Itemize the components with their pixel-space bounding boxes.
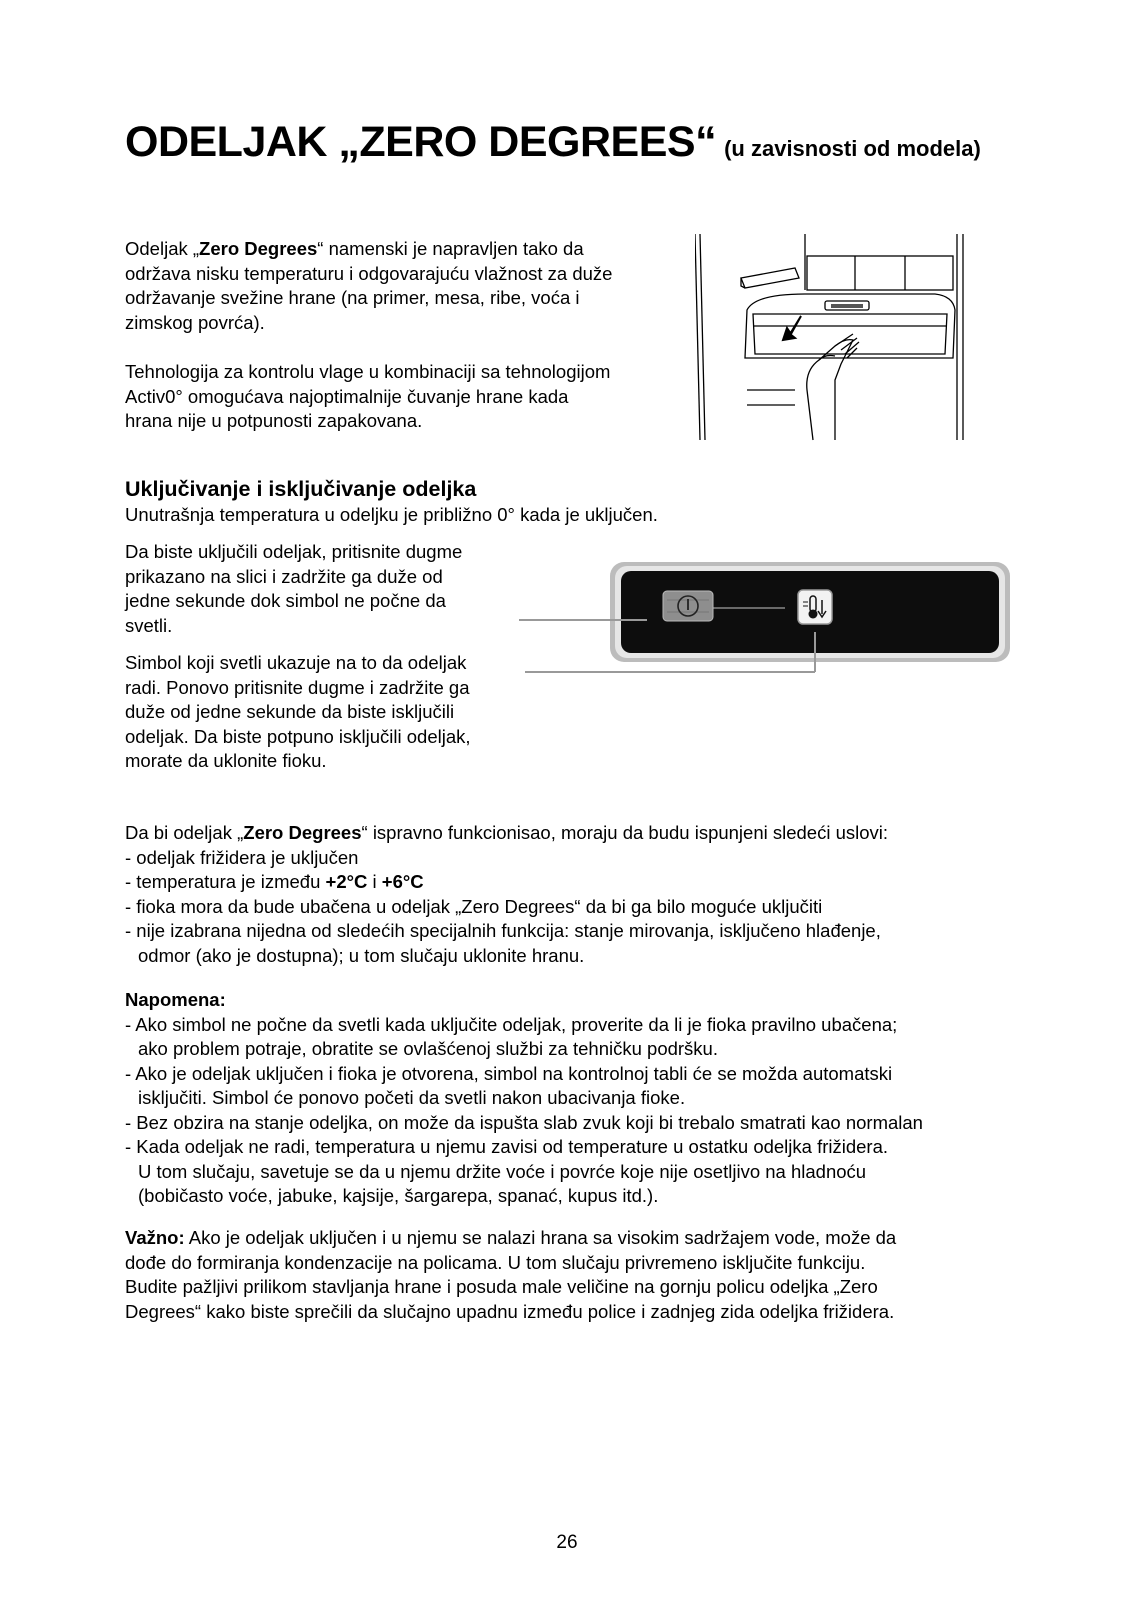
thermometer-symbol-icon <box>798 590 832 624</box>
section-subtext: Unutrašnja temperatura u odeljku je približno 0° kada je uključen. <box>125 504 658 525</box>
list-item: - nije izabrana nijedna od sledećih specijalnih funkcija: stanje mirovanja, isključeno hlađenje, <box>125 920 881 941</box>
section-heading: Uključivanje i isključivanje odeljka <box>125 477 477 501</box>
zero-degrees-bold: Zero Degrees <box>199 238 318 259</box>
control-panel-illustration <box>515 560 1015 690</box>
power-button-icon <box>663 591 713 621</box>
switch-on-paragraph: Da biste uključili odeljak, pritisnite dugme prikazano na slici i zadržite ga duže od jedne sekunde dok simbol ne počne da svetli. <box>125 541 463 636</box>
list-item: - Ako je odeljak uključen i fioka je otvorena, simbol na kontrolnoj tabli će se možda automatski <box>125 1062 893 1084</box>
page-title <box>125 118 981 167</box>
intro-paragraph-2: Tehnologija za kontrolu vlage u kombinaciji sa tehnologijom Activ0° omogućava najoptimalnije čuvanje hrane kada hrana nije u potpunosti zapakovana. <box>125 361 611 431</box>
intro-paragraph-1: Odeljak „Zero Degrees“ namenski je napravljen tako da održava nisku temperaturu i odgovarajuću vlažnost za duže održavanje svežine hrane (na primer, mesa, ribe, voća i zimskog povrća). <box>125 238 613 333</box>
page-number: 26 <box>556 1532 578 1553</box>
important-label: Važno: <box>125 1227 185 1248</box>
list-item: - odeljak frižidera je uključen <box>125 846 359 868</box>
list-item: - Ako simbol ne počne da svetli kada uključite odeljak, proverite da li je fioka pravilno ubačena; <box>125 1013 898 1035</box>
list-item: - temperatura je između +2°C i +6°C <box>125 871 424 892</box>
drawer-illustration <box>695 230 995 450</box>
title-sub: (u zavisnosti od modela) <box>724 136 981 161</box>
note-section: Napomena: - Ako simbol ne počne da svetli kada uključite odeljak, proverite da li je fioka pravilno ubačena; ako problem potraje, obratite se ovlašćenoj službi za tehničku podršku. - Ako je odeljak uključen i fioka je otvorena, simbol na kontrolnoj tabli će se možda automatski isključiti. Simbol će ponovo početi da svetli nakon ubacivanja fioke. - Bez obzira na stanje odeljka, on može da ispušta slab zvuk koji bi trebalo smatrati kao normalan - Kada odeljak ne radi, temperatura u njemu zavisi od temperature u ostatku odeljka frižidera. U tom slučaju, savetuje se da u njemu držite voće i povrće koje nije osetljivo na hladnoću (bobičasto voće, jabuke, kajsije, šargarepa, spanać, kupus itd.). <box>125 989 923 1206</box>
list-item: - Kada odeljak ne radi, temperatura u njemu zavisi od temperature u ostatku odeljka frižidera. <box>125 1136 889 1157</box>
title-main: ODELJAK „ZERO DEGREES“ <box>125 118 717 166</box>
list-item: - fioka mora da bude ubačena u odeljak „Zero Degrees“ da bi ga bilo moguće uključiti <box>125 895 823 917</box>
note-heading: Napomena: <box>125 989 226 1010</box>
list-item: - Bez obzira na stanje odeljka, on može da ispušta slab zvuk koji bi trebalo smatrati kao normalan <box>125 1111 923 1133</box>
important-section: Važno: Ako je odeljak uključen i u njemu se nalazi hrana sa visokim sadržajem vode, može da dođe do formiranja kondenzacije na policama. U tom slučaju privremeno isključite funkciju. Budite pažljivi prilikom stavljanja hrane i posuda male veličine na gornju policu odeljka „Zero Degrees“ kako biste sprečili da slučajno upadnu između police i zadnjeg zida odeljka frižidera. <box>125 1227 897 1322</box>
conditions-list: Da bi odeljak „Zero Degrees“ ispravno funkcionisao, moraju da budu ispunjeni sledeći uslovi: - odeljak frižidera je uključen - temperatura je između +2°C i +6°C - fioka mora da bude ubačena u odeljak „Zero Degrees“ da bi ga bilo moguće uključiti - nije izabrana nijedna od sledećih specijalnih funkcija: stanje mirovanja, isključeno hlađenje, odmor (ako je dostupna); u tom slučaju uklonite hranu. <box>125 822 889 966</box>
symbol-paragraph: Simbol koji svetli ukazuje na to da odeljak radi. Ponovo pritisnite dugme i zadržite ga duže od jedne sekunde da biste isključili odeljak. Da biste potpuno isključili odeljak, morate da uklonite fioku. <box>125 652 471 771</box>
